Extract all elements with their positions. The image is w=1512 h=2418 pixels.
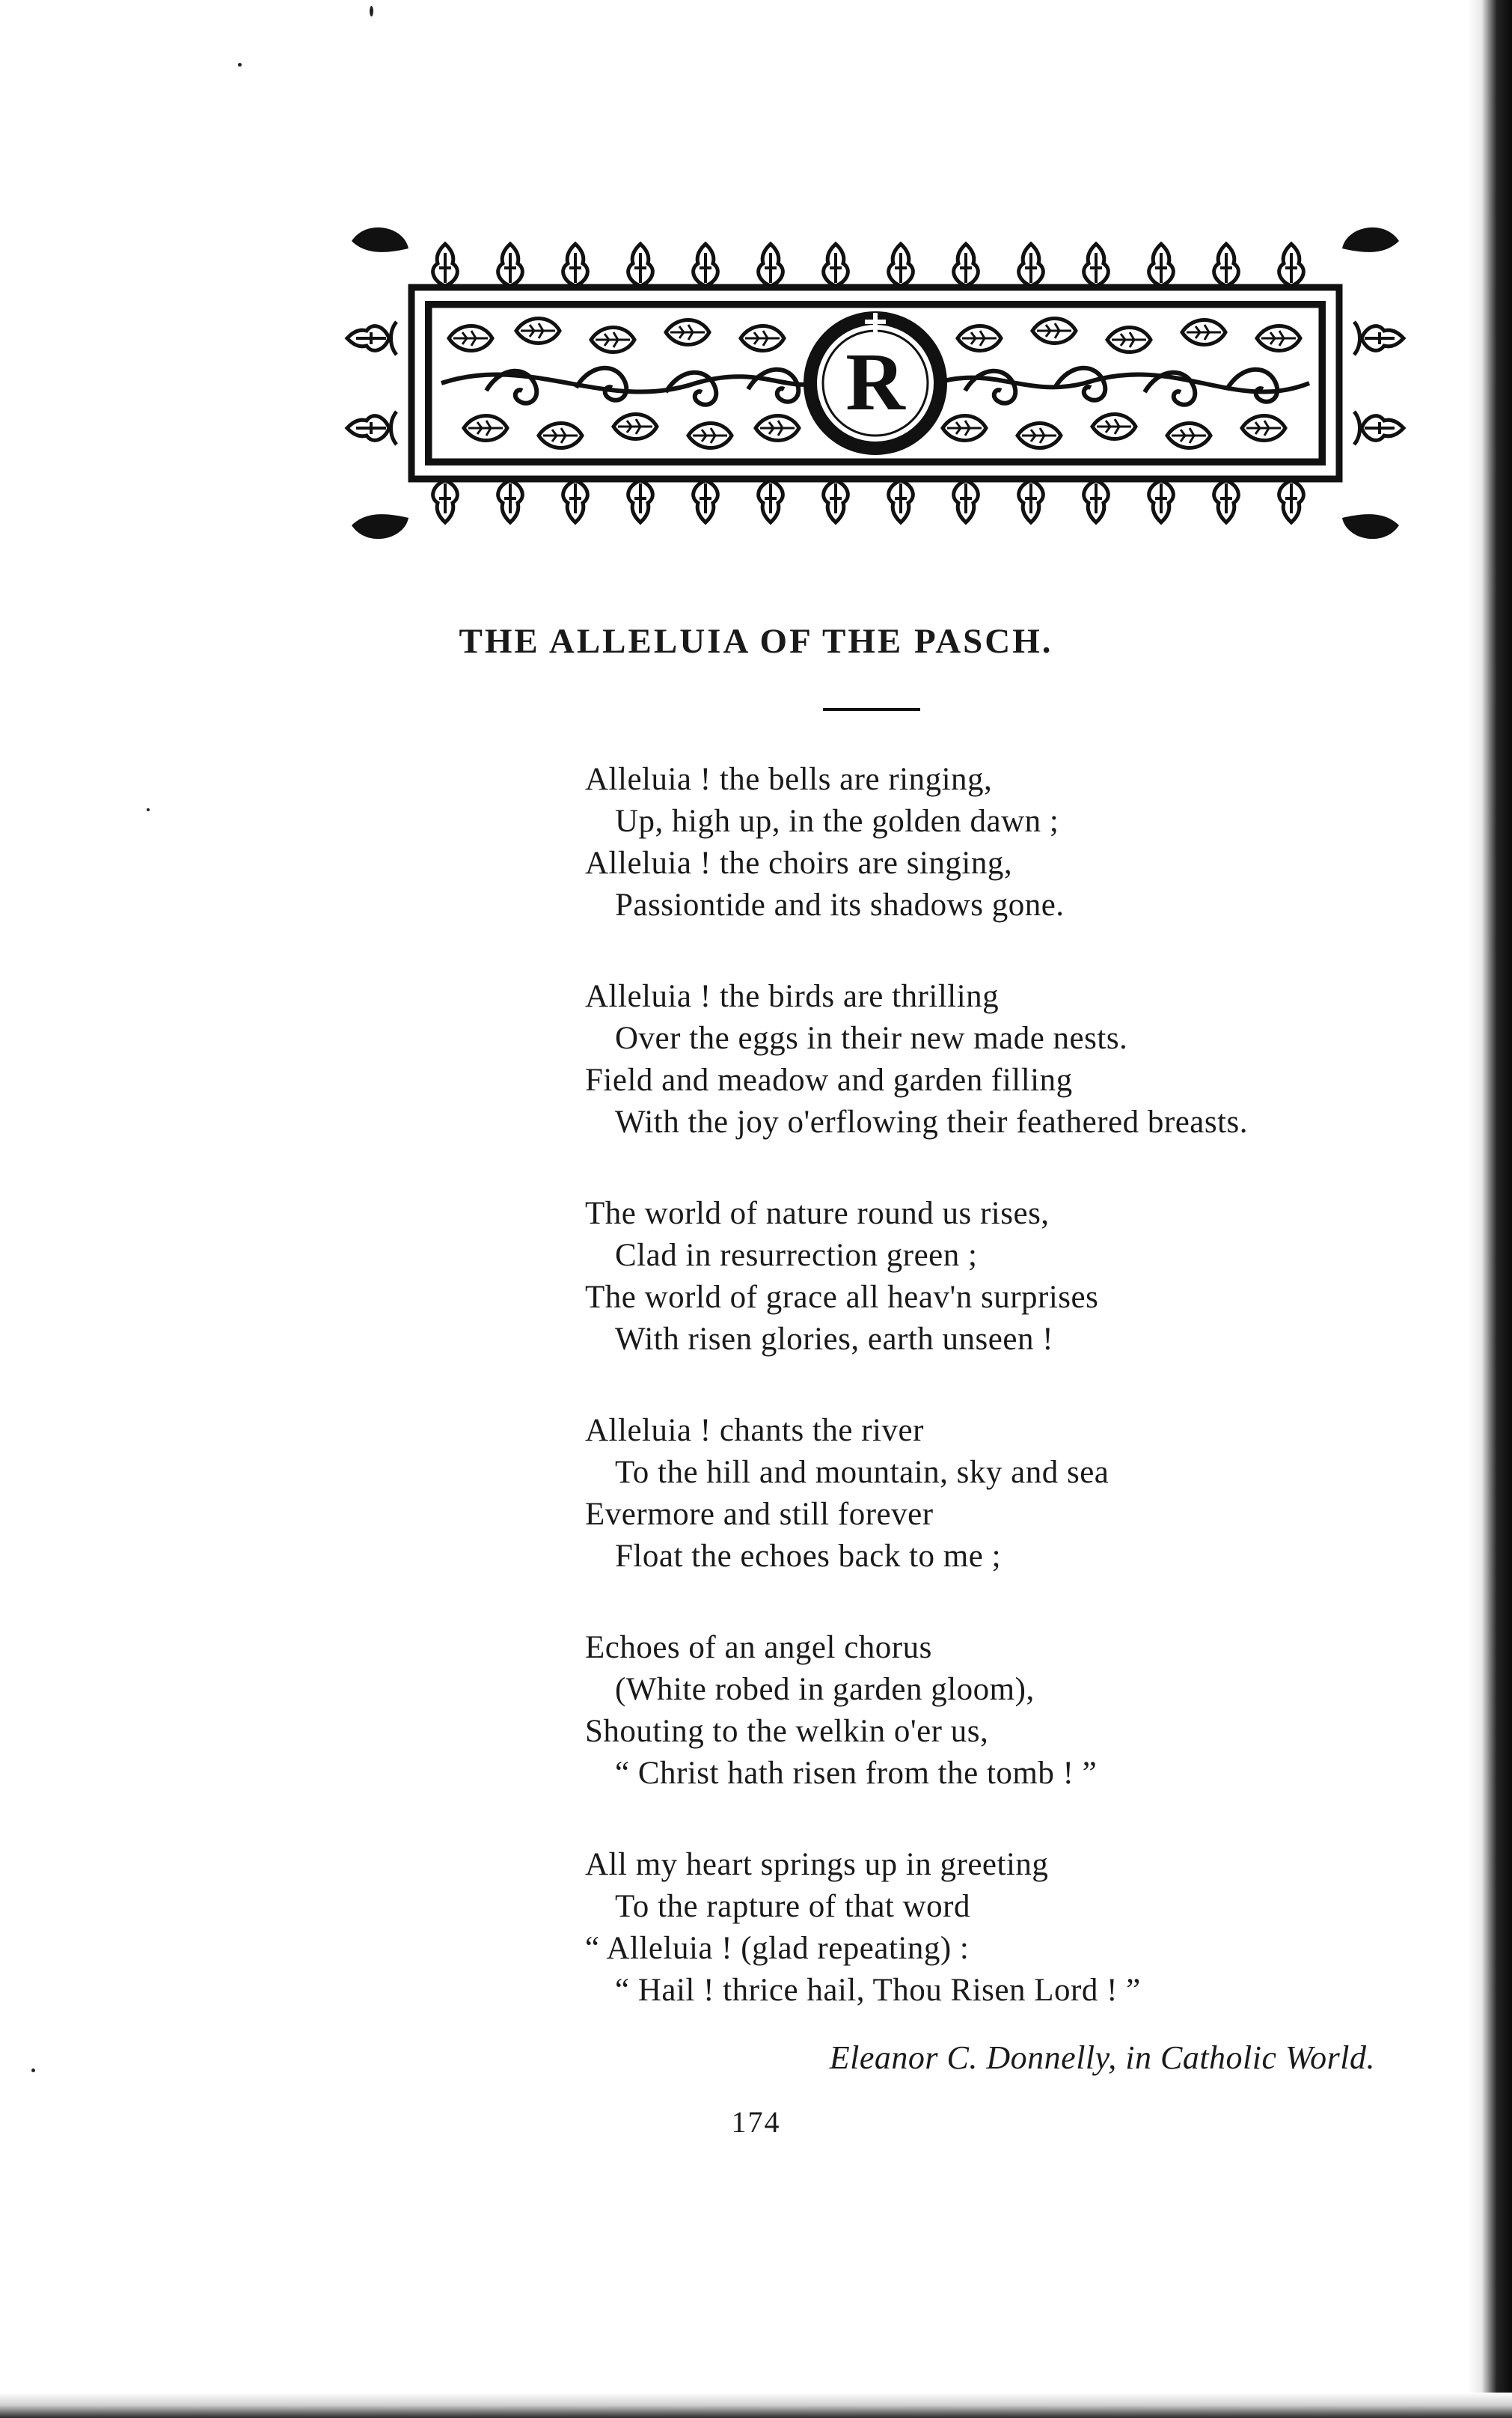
poem-line: Field and meadow and garden filling bbox=[585, 1063, 1073, 1098]
poem-line: Up, high up, in the golden dawn ; bbox=[615, 804, 1059, 839]
monogram-medallion bbox=[804, 311, 947, 455]
ornamental-headpiece bbox=[337, 219, 1414, 548]
poem-line: All my heart springs up in greeting bbox=[585, 1847, 1049, 1882]
page-title: THE ALLELUIA OF THE PASCH. bbox=[459, 622, 1053, 661]
poem-line: Echoes of an angel chorus bbox=[585, 1630, 932, 1665]
poem-line: (White robed in garden gloom), bbox=[615, 1672, 1035, 1707]
page-number: 174 bbox=[731, 2105, 781, 2139]
monogram-letter: R bbox=[845, 336, 905, 427]
scan-speck bbox=[147, 808, 150, 811]
poem-line: Evermore and still forever bbox=[585, 1497, 934, 1532]
poem-line: “ Christ hath risen from the tomb ! ” bbox=[615, 1756, 1098, 1791]
trefoil-side-left bbox=[347, 322, 397, 445]
poem-line: Shouting to the welkin o'er us, bbox=[585, 1714, 989, 1749]
scan-speck bbox=[370, 6, 373, 16]
poem-stanza bbox=[585, 759, 1438, 926]
poem-line: To the rapture of that word bbox=[615, 1889, 970, 1924]
trefoil-side-right bbox=[1354, 322, 1404, 445]
title-rule bbox=[823, 708, 920, 711]
poem-line: To the hill and mountain, sky and sea bbox=[615, 1455, 1109, 1490]
poem-line: Alleluia ! the birds are thrilling bbox=[585, 979, 1000, 1014]
poem-line: Over the eggs in their new made nests. bbox=[615, 1021, 1128, 1056]
poem-line: “ Alleluia ! (glad repeating) : bbox=[585, 1931, 970, 1966]
poem-line: Alleluia ! the bells are ringing, bbox=[585, 762, 993, 797]
scan-edge-shadow bbox=[1469, 0, 1512, 2418]
scan-bottom-shadow bbox=[0, 2393, 1512, 2418]
scan-speck bbox=[31, 2069, 35, 2072]
poem-line: “ Hail ! thrice hail, Thou Risen Lord ! ” bbox=[615, 1973, 1141, 2008]
poem-stanza bbox=[585, 976, 1438, 1144]
poem bbox=[585, 759, 1438, 2061]
poem-stanza bbox=[585, 1193, 1438, 1361]
poem-line: Alleluia ! the choirs are singing, bbox=[585, 846, 1013, 881]
poem-stanza bbox=[585, 1410, 1438, 1578]
poem-line: Alleluia ! chants the river bbox=[585, 1413, 924, 1448]
poem-line: With the joy o'erflowing their feathered breasts. bbox=[615, 1105, 1249, 1140]
scan-speck bbox=[238, 63, 242, 67]
poem-line: Passiontide and its shadows gone. bbox=[615, 888, 1065, 923]
poem-stanza bbox=[585, 1844, 1438, 2012]
poem-stanza bbox=[585, 1627, 1438, 1795]
poem-line: Float the echoes back to me ; bbox=[615, 1539, 1002, 1574]
poem-line: The world of grace all heav'n surprises bbox=[585, 1280, 1099, 1315]
poem-attribution: Eleanor C. Donnelly, in Catholic World. bbox=[829, 2039, 1375, 2076]
poem-line: Clad in resurrection green ; bbox=[615, 1238, 978, 1273]
poem-line: With risen glories, earth unseen ! bbox=[615, 1322, 1054, 1357]
poem-line: The world of nature round us rises, bbox=[585, 1196, 1050, 1231]
